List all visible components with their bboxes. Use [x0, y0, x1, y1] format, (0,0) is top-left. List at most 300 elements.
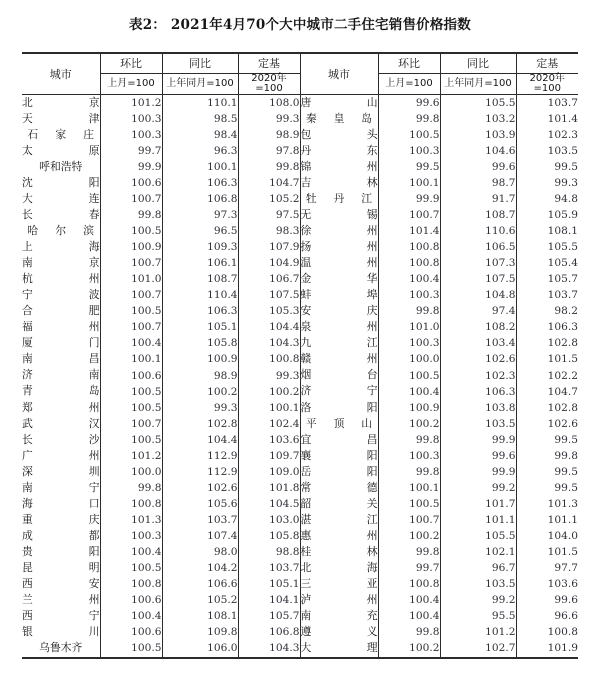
mom-value-cell: 100.5 — [100, 560, 162, 576]
mom-value-cell: 100.6 — [100, 592, 162, 608]
table-row — [22, 95, 578, 112]
yoy-value-cell: 99.9 — [440, 464, 516, 480]
mom-value-cell: 99.8 — [378, 432, 440, 448]
yoy-value-cell: 106.3 — [162, 175, 238, 191]
city-name-cell: 西 宁 — [22, 609, 100, 625]
yoy-value-cell: 102.6 — [162, 480, 238, 496]
base-value-cell: 102.8 — [516, 400, 578, 416]
city-name-cell: 南 宁 — [22, 480, 100, 496]
yoy-value-cell: 105.2 — [162, 592, 238, 608]
yoy-value-cell: 108.1 — [162, 609, 238, 625]
city-name-cell: 青 岛 — [22, 384, 100, 400]
table-row — [22, 400, 578, 416]
table-row — [22, 480, 578, 496]
base-value-cell: 103.7 — [238, 560, 300, 576]
column-header-group-base-right: 定基 — [516, 53, 578, 74]
city-name-cell: 长 沙 — [22, 432, 100, 448]
yoy-value-cell: 98.9 — [162, 368, 238, 384]
base-value-cell: 94.8 — [516, 191, 578, 207]
base-value-cell: 99.6 — [516, 592, 578, 608]
yoy-value-cell: 100.2 — [162, 384, 238, 400]
mom-value-cell: 100.7 — [378, 512, 440, 528]
table-row — [22, 223, 578, 239]
city-name-cell: 扬 州 — [300, 239, 378, 255]
city-name-cell: 郑 州 — [22, 400, 100, 416]
yoy-value-cell: 105.6 — [162, 496, 238, 512]
yoy-value-cell: 97.4 — [440, 304, 516, 320]
city-name-cell: 无 锡 — [300, 207, 378, 223]
city-name-cell: 上 海 — [22, 239, 100, 255]
base-value-cell: 98.8 — [238, 544, 300, 560]
mom-value-cell: 99.7 — [100, 143, 162, 159]
base-value-cell: 105.3 — [238, 304, 300, 320]
base-value-cell: 105.4 — [516, 255, 578, 271]
table-row — [22, 544, 578, 560]
base-value-cell: 102.4 — [238, 416, 300, 432]
mom-value-cell: 99.9 — [378, 191, 440, 207]
yoy-value-cell: 107.5 — [440, 272, 516, 288]
mom-value-cell: 100.3 — [378, 336, 440, 352]
mom-value-cell: 99.8 — [378, 304, 440, 320]
mom-value-cell: 99.8 — [100, 207, 162, 223]
table-row — [22, 496, 578, 512]
base-value-cell: 107.5 — [238, 288, 300, 304]
city-name-cell: 宁 波 — [22, 288, 100, 304]
base-value-cell: 104.7 — [516, 384, 578, 400]
column-header-group-yoy-right: 同比 — [440, 53, 516, 74]
yoy-value-cell: 102.3 — [440, 368, 516, 384]
city-name-cell: 沈 阳 — [22, 175, 100, 191]
table-row — [22, 127, 578, 143]
mom-value-cell: 99.8 — [100, 480, 162, 496]
mom-value-cell: 100.4 — [100, 336, 162, 352]
mom-value-cell: 100.8 — [100, 496, 162, 512]
city-name-cell: 海 口 — [22, 496, 100, 512]
yoy-value-cell: 100.1 — [162, 159, 238, 175]
mom-value-cell: 100.1 — [378, 175, 440, 191]
city-name-cell: 平 顶 山 — [300, 416, 378, 432]
base-value-cell: 107.9 — [238, 239, 300, 255]
page-title: 表2： 2021年4月70个大中城市二手住宅销售价格指数 — [129, 17, 471, 33]
table-row — [22, 239, 578, 255]
yoy-value-cell: 110.1 — [162, 95, 238, 112]
city-name-cell: 大 理 — [300, 641, 378, 658]
column-header-city-left: 城市 — [22, 53, 100, 95]
mom-value-cell: 100.5 — [378, 127, 440, 143]
city-name-cell: 牡 丹 江 — [300, 191, 378, 207]
table-row — [22, 384, 578, 400]
column-subheader-base-right: 2020年=100 — [516, 74, 578, 95]
yoy-value-cell: 101.1 — [440, 512, 516, 528]
yoy-value-cell: 96.3 — [162, 143, 238, 159]
mom-value-cell: 99.8 — [378, 625, 440, 641]
yoy-value-cell: 99.6 — [440, 159, 516, 175]
city-name-cell: 北 海 — [300, 560, 378, 576]
table-body — [22, 95, 578, 658]
yoy-value-cell: 110.4 — [162, 288, 238, 304]
mom-value-cell: 100.6 — [100, 368, 162, 384]
city-name-cell: 南 京 — [22, 255, 100, 271]
yoy-value-cell: 104.4 — [162, 432, 238, 448]
city-name-cell: 呼和浩特 — [22, 159, 100, 175]
yoy-value-cell: 110.6 — [440, 223, 516, 239]
yoy-value-cell: 106.6 — [162, 576, 238, 592]
base-value-cell: 101.1 — [516, 512, 578, 528]
city-name-cell: 泉 州 — [300, 320, 378, 336]
mom-value-cell: 100.5 — [100, 400, 162, 416]
yoy-value-cell: 106.8 — [162, 191, 238, 207]
base-value-cell: 105.7 — [516, 272, 578, 288]
yoy-value-cell: 98.4 — [162, 127, 238, 143]
mom-value-cell: 100.0 — [378, 352, 440, 368]
yoy-value-cell: 103.2 — [440, 111, 516, 127]
city-name-cell: 赣 州 — [300, 352, 378, 368]
city-name-cell: 太 原 — [22, 143, 100, 159]
yoy-value-cell: 91.7 — [440, 191, 516, 207]
city-name-cell: 温 州 — [300, 255, 378, 271]
yoy-value-cell: 99.2 — [440, 480, 516, 496]
base-value-cell: 99.8 — [238, 159, 300, 175]
city-name-cell: 福 州 — [22, 320, 100, 336]
yoy-value-cell: 96.7 — [440, 560, 516, 576]
base-value-cell: 104.3 — [238, 641, 300, 658]
mom-value-cell: 100.5 — [378, 368, 440, 384]
yoy-value-cell: 104.2 — [162, 560, 238, 576]
mom-value-cell: 100.4 — [378, 384, 440, 400]
yoy-value-cell: 103.8 — [440, 400, 516, 416]
mom-value-cell: 100.7 — [100, 320, 162, 336]
table-row — [22, 336, 578, 352]
table-row — [22, 143, 578, 159]
base-value-cell: 102.2 — [516, 368, 578, 384]
city-name-cell: 天 津 — [22, 111, 100, 127]
mom-value-cell: 100.3 — [100, 528, 162, 544]
mom-value-cell: 101.4 — [378, 223, 440, 239]
base-value-cell: 105.9 — [516, 207, 578, 223]
mom-value-cell: 100.0 — [100, 464, 162, 480]
city-name-cell: 韶 关 — [300, 496, 378, 512]
mom-value-cell: 100.5 — [100, 384, 162, 400]
city-name-cell: 深 圳 — [22, 464, 100, 480]
yoy-value-cell: 108.7 — [440, 207, 516, 223]
yoy-value-cell: 106.3 — [440, 384, 516, 400]
yoy-value-cell: 108.2 — [440, 320, 516, 336]
mom-value-cell: 101.2 — [100, 448, 162, 464]
city-name-cell: 长 春 — [22, 207, 100, 223]
mom-value-cell: 100.7 — [100, 416, 162, 432]
base-value-cell: 109.0 — [238, 464, 300, 480]
city-name-cell: 大 连 — [22, 191, 100, 207]
mom-value-cell: 100.8 — [378, 239, 440, 255]
table-row — [22, 576, 578, 592]
table-row — [22, 464, 578, 480]
city-name-cell: 九 江 — [300, 336, 378, 352]
city-name-cell: 厦 门 — [22, 336, 100, 352]
city-name-cell: 合 肥 — [22, 304, 100, 320]
base-value-cell: 103.7 — [516, 288, 578, 304]
base-value-cell: 108.0 — [238, 95, 300, 112]
city-name-cell: 济 宁 — [300, 384, 378, 400]
yoy-value-cell: 109.3 — [162, 239, 238, 255]
mom-value-cell: 101.2 — [100, 95, 162, 112]
base-value-cell: 104.0 — [516, 528, 578, 544]
yoy-value-cell: 95.5 — [440, 609, 516, 625]
base-value-cell: 101.4 — [516, 111, 578, 127]
base-value-cell: 102.6 — [516, 416, 578, 432]
mom-value-cell: 100.5 — [100, 432, 162, 448]
base-value-cell: 105.8 — [238, 528, 300, 544]
mom-value-cell: 100.3 — [100, 111, 162, 127]
table-row — [22, 191, 578, 207]
yoy-value-cell: 99.6 — [440, 448, 516, 464]
city-name-cell: 泸 州 — [300, 592, 378, 608]
base-value-cell: 101.8 — [238, 480, 300, 496]
base-value-cell: 98.3 — [238, 223, 300, 239]
city-name-cell: 西 安 — [22, 576, 100, 592]
mom-value-cell: 100.1 — [100, 352, 162, 368]
yoy-value-cell: 103.4 — [440, 336, 516, 352]
yoy-value-cell: 98.7 — [440, 175, 516, 191]
mom-value-cell: 100.7 — [378, 207, 440, 223]
city-name-cell: 南 充 — [300, 609, 378, 625]
city-name-cell: 杭 州 — [22, 272, 100, 288]
city-name-cell: 吉 林 — [300, 175, 378, 191]
yoy-value-cell: 107.4 — [162, 528, 238, 544]
mom-value-cell: 100.7 — [100, 191, 162, 207]
yoy-value-cell: 99.2 — [440, 592, 516, 608]
yoy-value-cell: 104.8 — [440, 288, 516, 304]
base-value-cell: 105.5 — [516, 239, 578, 255]
yoy-value-cell: 105.5 — [440, 95, 516, 112]
yoy-value-cell: 106.1 — [162, 255, 238, 271]
city-name-cell: 武 汉 — [22, 416, 100, 432]
city-name-cell: 丹 东 — [300, 143, 378, 159]
table-row — [22, 159, 578, 175]
mom-value-cell: 100.4 — [378, 592, 440, 608]
base-value-cell: 99.3 — [516, 175, 578, 191]
column-subheader-mom-right: 上月=100 — [378, 74, 440, 95]
yoy-value-cell: 103.5 — [440, 416, 516, 432]
base-value-cell: 103.6 — [238, 432, 300, 448]
mom-value-cell: 99.5 — [378, 159, 440, 175]
base-value-cell: 100.8 — [516, 625, 578, 641]
table-row — [22, 272, 578, 288]
table-row — [22, 560, 578, 576]
base-value-cell: 104.1 — [238, 592, 300, 608]
base-value-cell: 101.5 — [516, 352, 578, 368]
mom-value-cell: 100.5 — [378, 496, 440, 512]
mom-value-cell: 101.0 — [378, 320, 440, 336]
table-row — [22, 448, 578, 464]
table-row — [22, 320, 578, 336]
mom-value-cell: 100.5 — [100, 641, 162, 658]
base-value-cell: 99.5 — [516, 480, 578, 496]
base-value-cell: 99.5 — [516, 159, 578, 175]
base-value-cell: 106.3 — [516, 320, 578, 336]
yoy-value-cell: 102.7 — [440, 641, 516, 658]
base-value-cell: 103.6 — [516, 576, 578, 592]
city-name-cell: 广 州 — [22, 448, 100, 464]
city-name-cell: 蚌 埠 — [300, 288, 378, 304]
table-container — [22, 52, 578, 659]
city-name-cell: 三 亚 — [300, 576, 378, 592]
base-value-cell: 104.9 — [238, 255, 300, 271]
price-index-table — [22, 52, 578, 659]
table-header — [22, 53, 578, 95]
column-subheader-yoy-right: 上年同月=100 — [440, 74, 516, 95]
city-name-cell: 石 家 庄 — [22, 127, 100, 143]
mom-value-cell: 100.3 — [378, 448, 440, 464]
base-value-cell: 101.9 — [516, 641, 578, 658]
yoy-value-cell: 101.2 — [440, 625, 516, 641]
column-header-group-mom-left: 环比 — [100, 53, 162, 74]
column-header-group-base-left: 定基 — [238, 53, 300, 74]
city-name-cell: 重 庆 — [22, 512, 100, 528]
table-row — [22, 207, 578, 223]
base-value-cell: 100.1 — [238, 400, 300, 416]
base-value-cell: 103.7 — [516, 95, 578, 112]
mom-value-cell: 101.3 — [100, 512, 162, 528]
table-row — [22, 288, 578, 304]
base-value-cell: 97.7 — [516, 560, 578, 576]
city-name-cell: 贵 阳 — [22, 544, 100, 560]
mom-value-cell: 99.8 — [378, 464, 440, 480]
base-value-cell: 104.5 — [238, 496, 300, 512]
mom-value-cell: 100.3 — [100, 127, 162, 143]
mom-value-cell: 100.4 — [378, 609, 440, 625]
base-value-cell: 99.5 — [516, 432, 578, 448]
yoy-value-cell: 103.5 — [440, 576, 516, 592]
base-value-cell: 106.7 — [238, 272, 300, 288]
city-name-cell: 安 庆 — [300, 304, 378, 320]
base-value-cell: 105.7 — [238, 609, 300, 625]
base-value-cell: 103.5 — [516, 143, 578, 159]
column-subheader-mom-left: 上月=100 — [100, 74, 162, 95]
yoy-value-cell: 105.8 — [162, 336, 238, 352]
city-name-cell: 襄 阳 — [300, 448, 378, 464]
yoy-value-cell: 105.1 — [162, 320, 238, 336]
table-row — [22, 512, 578, 528]
table-row — [22, 528, 578, 544]
city-name-cell: 金 华 — [300, 272, 378, 288]
mom-value-cell: 99.7 — [378, 560, 440, 576]
city-name-cell: 哈 尔 滨 — [22, 223, 100, 239]
city-name-cell: 烟 台 — [300, 368, 378, 384]
table-row — [22, 592, 578, 608]
base-value-cell: 104.3 — [238, 336, 300, 352]
city-name-cell: 岳 阳 — [300, 464, 378, 480]
base-value-cell: 99.5 — [516, 464, 578, 480]
base-value-cell: 97.5 — [238, 207, 300, 223]
base-value-cell: 108.1 — [516, 223, 578, 239]
mom-value-cell: 99.6 — [378, 95, 440, 112]
table-row — [22, 368, 578, 384]
base-value-cell: 96.6 — [516, 609, 578, 625]
city-name-cell: 锦 州 — [300, 159, 378, 175]
city-name-cell: 桂 林 — [300, 544, 378, 560]
yoy-value-cell: 99.9 — [440, 432, 516, 448]
column-header-city-right: 城市 — [300, 53, 378, 95]
yoy-value-cell: 106.0 — [162, 641, 238, 658]
mom-value-cell: 99.8 — [378, 111, 440, 127]
mom-value-cell: 100.8 — [100, 576, 162, 592]
table-row — [22, 111, 578, 127]
yoy-value-cell: 103.7 — [162, 512, 238, 528]
column-subheader-base-left: 2020年=100 — [238, 74, 300, 95]
yoy-value-cell: 97.3 — [162, 207, 238, 223]
base-value-cell: 99.8 — [516, 448, 578, 464]
city-name-cell: 成 都 — [22, 528, 100, 544]
base-value-cell: 103.0 — [238, 512, 300, 528]
city-name-cell: 南 昌 — [22, 352, 100, 368]
mom-value-cell: 100.6 — [100, 625, 162, 641]
base-value-cell: 104.4 — [238, 320, 300, 336]
yoy-value-cell: 103.9 — [440, 127, 516, 143]
city-name-cell: 秦 皇 岛 — [300, 111, 378, 127]
base-value-cell: 102.8 — [516, 336, 578, 352]
city-name-cell: 常 德 — [300, 480, 378, 496]
mom-value-cell: 100.4 — [100, 544, 162, 560]
base-value-cell: 105.1 — [238, 576, 300, 592]
yoy-value-cell: 104.6 — [440, 143, 516, 159]
table-row — [22, 416, 578, 432]
yoy-value-cell: 100.9 — [162, 352, 238, 368]
city-name-cell: 湛 江 — [300, 512, 378, 528]
table-row — [22, 304, 578, 320]
mom-value-cell: 100.8 — [378, 255, 440, 271]
base-value-cell: 105.2 — [238, 191, 300, 207]
base-value-cell: 98.2 — [516, 304, 578, 320]
yoy-value-cell: 112.9 — [162, 448, 238, 464]
mom-value-cell: 100.2 — [378, 641, 440, 658]
table-row — [22, 352, 578, 368]
mom-value-cell: 100.9 — [100, 239, 162, 255]
base-value-cell: 98.9 — [238, 127, 300, 143]
mom-value-cell: 100.8 — [378, 576, 440, 592]
yoy-value-cell: 98.0 — [162, 544, 238, 560]
yoy-value-cell: 106.3 — [162, 304, 238, 320]
city-name-cell: 济 南 — [22, 368, 100, 384]
mom-value-cell: 100.2 — [378, 416, 440, 432]
city-name-cell: 徐 州 — [300, 223, 378, 239]
yoy-value-cell: 99.3 — [162, 400, 238, 416]
base-value-cell: 100.8 — [238, 352, 300, 368]
table-row — [22, 609, 578, 625]
mom-value-cell: 100.3 — [378, 288, 440, 304]
base-value-cell: 97.8 — [238, 143, 300, 159]
base-value-cell: 101.5 — [516, 544, 578, 560]
base-value-cell: 102.3 — [516, 127, 578, 143]
yoy-value-cell: 105.5 — [440, 528, 516, 544]
city-name-cell: 昆 明 — [22, 560, 100, 576]
mom-value-cell: 99.9 — [100, 159, 162, 175]
yoy-value-cell: 106.5 — [440, 239, 516, 255]
yoy-value-cell: 112.9 — [162, 464, 238, 480]
city-name-cell: 乌鲁木齐 — [22, 641, 100, 658]
column-header-group-yoy-left: 同比 — [162, 53, 238, 74]
base-value-cell: 101.3 — [516, 496, 578, 512]
yoy-value-cell: 101.7 — [440, 496, 516, 512]
city-name-cell: 包 头 — [300, 127, 378, 143]
base-value-cell: 99.3 — [238, 368, 300, 384]
base-value-cell: 104.7 — [238, 175, 300, 191]
yoy-value-cell: 102.8 — [162, 416, 238, 432]
mom-value-cell: 100.6 — [100, 175, 162, 191]
mom-value-cell: 100.5 — [100, 223, 162, 239]
yoy-value-cell: 109.8 — [162, 625, 238, 641]
table-row — [22, 432, 578, 448]
yoy-value-cell: 107.3 — [440, 255, 516, 271]
